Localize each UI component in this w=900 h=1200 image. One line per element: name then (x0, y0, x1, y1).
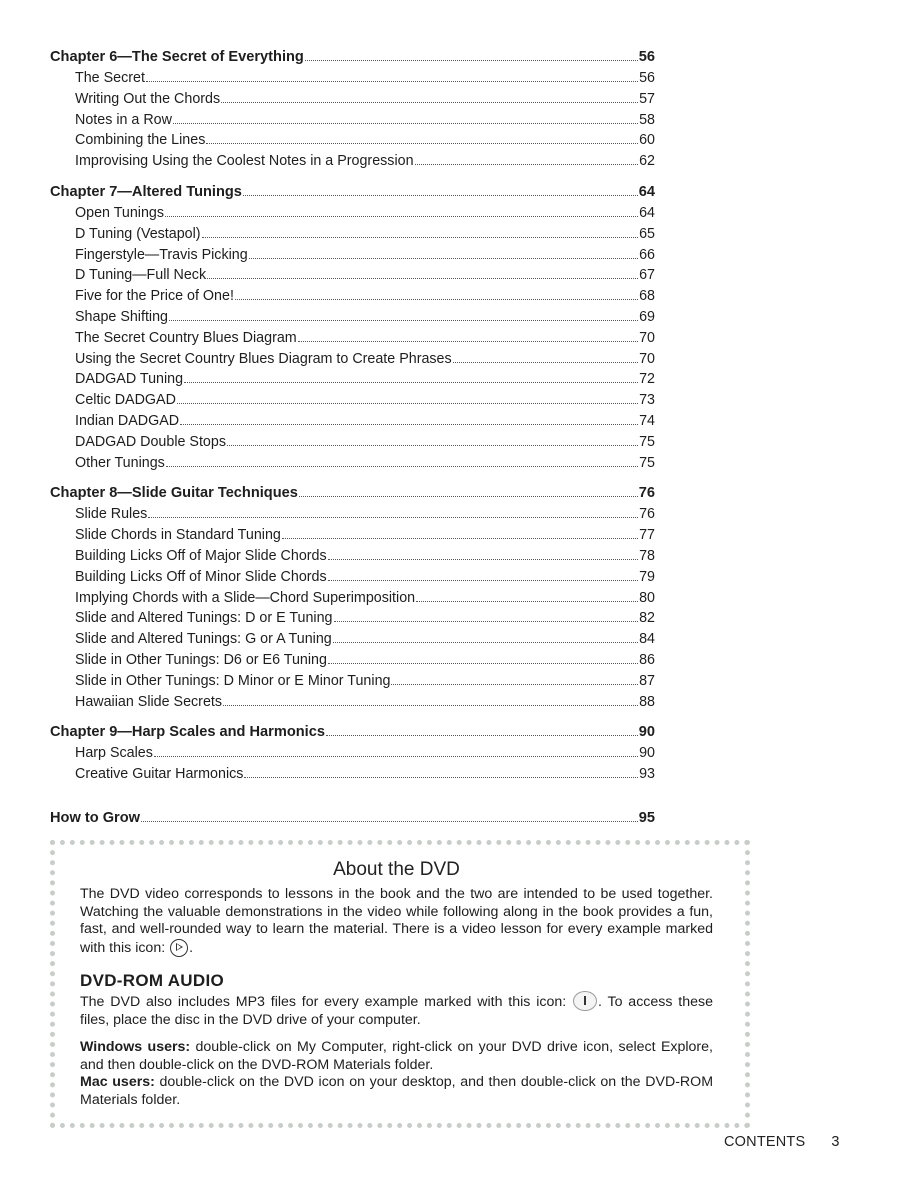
toc-section-page: 57 (639, 90, 655, 107)
about-dvd-box (50, 840, 750, 1128)
toc-section-title: Other Tunings (75, 454, 165, 471)
toc-section-entry (50, 369, 655, 390)
dvd-audio-paragraph (80, 991, 713, 1029)
toc-section-entry (50, 245, 655, 266)
toc-section-page: 80 (639, 589, 655, 606)
toc-section-page: 86 (639, 651, 655, 668)
toc-section-entry (50, 432, 655, 453)
mac-users-paragraph (80, 1074, 713, 1109)
toc-chapter-page: 90 (638, 724, 655, 741)
toc-dot-leader (165, 215, 638, 217)
toc-section-page: 62 (639, 153, 655, 170)
toc-chapter-block (50, 181, 655, 473)
toc-section-title: Using the Secret Country Blues Diagram to Create Phrases (75, 350, 452, 367)
toc-dot-leader (326, 734, 638, 736)
toc-dot-leader (249, 257, 638, 259)
toc-chapter-title: How to Grow (50, 809, 140, 826)
toc-chapter-page: 56 (638, 49, 655, 65)
dvd-intro-paragraph (80, 886, 713, 957)
toc-dot-leader (180, 423, 638, 425)
toc-section-title: Slide and Altered Tunings: G or A Tuning (75, 631, 332, 648)
toc-section-title: Building Licks Off of Minor Slide Chords (75, 568, 327, 585)
toc-dot-leader (223, 704, 638, 706)
toc-dot-leader (299, 495, 638, 497)
toc-section-page: 56 (639, 70, 655, 86)
toc-section-page: 75 (639, 454, 655, 471)
toc-chapter-page: 95 (638, 809, 655, 826)
toc-section-page: 88 (639, 693, 655, 710)
windows-users-paragraph (80, 1039, 713, 1074)
toc-section-title: D Tuning (Vestapol) (75, 225, 201, 242)
about-dvd-content (80, 858, 713, 1109)
toc-section-page: 74 (639, 412, 655, 429)
toc-dot-leader (221, 101, 638, 103)
table-of-contents (50, 46, 655, 838)
toc-chapter-title: Chapter 6—The Secret of Everything (50, 49, 304, 65)
toc-dot-leader (206, 142, 638, 144)
toc-dot-leader (173, 122, 638, 124)
toc-section-title: D Tuning—Full Neck (75, 267, 207, 284)
toc-dot-leader (416, 600, 638, 602)
toc-section-page: 75 (639, 433, 655, 450)
toc-dot-leader (166, 465, 638, 467)
toc-section-page: 84 (639, 631, 655, 648)
windows-users-label: Windows users: (80, 1039, 191, 1055)
dvd-intro-end: . (189, 939, 194, 956)
toc-section-title: The Secret (75, 70, 145, 86)
toc-section-title: Slide in Other Tunings: D6 or E6 Tuning (75, 651, 327, 668)
toc-dot-leader (305, 59, 638, 61)
toc-chapter-page: 76 (638, 485, 655, 502)
toc-section-entry (50, 265, 655, 286)
toc-section-entry (50, 349, 655, 370)
toc-section-page: 64 (639, 204, 655, 221)
toc-dot-leader (141, 820, 638, 822)
toc-section-entry (50, 629, 655, 650)
toc-section-title: Building Licks Off of Major Slide Chords (75, 547, 327, 564)
toc-chapter-entry (50, 181, 655, 203)
toc-section-page: 82 (639, 610, 655, 627)
toc-section-page: 93 (639, 766, 655, 783)
toc-section-page: 73 (639, 392, 655, 409)
toc-section-title: Slide Chords in Standard Tuning (75, 527, 281, 544)
toc-dot-leader (333, 641, 638, 643)
dvd-intro-text: The DVD video corresponds to lessons in the book and the two are intended to be used together. Watching the valuable demonstrations in the video while following along in the book provides a fun, fast, and well-rounded way to learn the material. There is a video lesson for every example marked with this icon: (80, 886, 713, 956)
toc-dot-leader (154, 755, 638, 757)
toc-dot-leader (244, 776, 638, 778)
toc-section-title: The Secret Country Blues Diagram (75, 329, 297, 346)
toc-section-page: 76 (639, 506, 655, 523)
toc-section-page: 68 (639, 288, 655, 305)
toc-section-title: Celtic DADGAD (75, 392, 176, 409)
toc-section-title: Indian DADGAD (75, 412, 180, 429)
toc-section-entry (50, 110, 655, 131)
toc-section-title: Shape Shifting (75, 308, 168, 325)
toc-chapter-entry (50, 807, 655, 829)
toc-chapter-title: Chapter 9—Harp Scales and Harmonics (50, 724, 325, 741)
toc-section-entry (50, 68, 655, 89)
page-number: 3 (831, 1134, 840, 1150)
toc-section-title: Hawaiian Slide Secrets (75, 693, 223, 710)
toc-section-title: Five for the Price of One! (75, 288, 234, 305)
toc-section-entry (50, 692, 655, 713)
toc-dot-leader (453, 361, 638, 363)
toc-dot-leader (243, 194, 638, 196)
toc-chapter-title: Chapter 7—Altered Tunings (50, 183, 242, 200)
toc-section-entry (50, 525, 655, 546)
audio-track-icon (573, 991, 597, 1011)
page-footer (724, 1134, 840, 1150)
toc-section-entry (50, 588, 655, 609)
toc-chapter-block (50, 721, 655, 785)
toc-section-entry (50, 546, 655, 567)
toc-section-page: 87 (639, 672, 655, 689)
toc-section-entry (50, 411, 655, 432)
dvd-audio-text: The DVD also includes MP3 files for every example marked with this icon: (80, 994, 567, 1010)
toc-section-entry (50, 307, 655, 328)
toc-chapter-entry (50, 46, 655, 68)
toc-dot-leader (177, 402, 638, 404)
toc-section-title: Slide in Other Tunings: D Minor or E Minor Tuning (75, 672, 391, 689)
toc-section-entry (50, 390, 655, 411)
toc-section-title: DADGAD Tuning (75, 371, 184, 388)
toc-dot-leader (202, 236, 638, 238)
toc-chapter-block (50, 807, 655, 829)
toc-dot-leader (391, 683, 638, 685)
toc-section-entry (50, 89, 655, 110)
toc-section-entry (50, 286, 655, 307)
toc-dot-leader (328, 579, 638, 581)
toc-dot-leader (328, 558, 638, 560)
toc-section-page: 58 (639, 111, 655, 128)
toc-section-page: 72 (639, 371, 655, 388)
toc-dot-leader (148, 516, 638, 518)
toc-chapter-entry (50, 482, 655, 504)
about-dvd-title: About the DVD (333, 859, 460, 880)
toc-section-title: Open Tunings (75, 204, 165, 221)
toc-section-page: 60 (639, 132, 655, 149)
video-play-icon (170, 939, 188, 957)
toc-section-title: Slide and Altered Tunings: D or E Tuning (75, 610, 333, 627)
toc-dot-leader (146, 80, 638, 82)
toc-chapter-page: 64 (638, 183, 655, 200)
toc-chapter-title: Chapter 8—Slide Guitar Techniques (50, 485, 298, 502)
toc-section-title: Fingerstyle—Travis Picking (75, 246, 248, 263)
toc-section-title: Notes in a Row (75, 111, 172, 128)
toc-chapter-entry (50, 721, 655, 743)
toc-dot-leader (184, 381, 638, 383)
toc-section-page: 67 (639, 267, 655, 284)
toc-section-page: 69 (639, 308, 655, 325)
toc-section-title: DADGAD Double Stops (75, 433, 226, 450)
toc-section-entry (50, 567, 655, 588)
toc-section-entry (50, 743, 655, 764)
toc-chapter-block (50, 482, 655, 712)
toc-dot-leader (207, 277, 638, 279)
toc-section-page: 78 (639, 547, 655, 564)
toc-section-entry (50, 608, 655, 629)
toc-section-entry (50, 504, 655, 525)
dvd-rom-audio-heading: DVD-ROM AUDIO (80, 971, 224, 990)
footer-section-label: CONTENTS (724, 1134, 806, 1150)
toc-section-title: Harp Scales (75, 745, 153, 762)
toc-section-page: 79 (639, 568, 655, 585)
toc-dot-leader (328, 662, 638, 664)
mac-users-label: Mac users: (80, 1074, 155, 1090)
toc-section-entry (50, 151, 655, 172)
toc-dot-leader (415, 163, 638, 165)
dvd-audio-text-end: . To access these files, place the disc in the DVD drive of your computer. (80, 994, 713, 1028)
toc-dot-leader (334, 620, 638, 622)
toc-section-title: Improvising Using the Coolest Notes in a Progression (75, 153, 414, 170)
toc-dot-leader (282, 537, 638, 539)
mac-users-text: double-click on the DVD icon on your desktop, and then double-click on the DVD-ROM Materials folder. (80, 1074, 714, 1108)
toc-section-page: 70 (639, 350, 655, 367)
windows-users-text: double-click on My Computer, right-click on your DVD drive icon, select Explore, and then double-click on the DVD-ROM Materials folder. (80, 1039, 713, 1073)
toc-section-title: Implying Chords with a Slide—Chord Superimposition (75, 589, 416, 606)
toc-section-title: Writing Out the Chords (75, 90, 221, 107)
toc-section-entry (50, 328, 655, 349)
toc-dot-leader (227, 444, 638, 446)
toc-section-title: Creative Guitar Harmonics (75, 766, 244, 783)
toc-section-entry (50, 224, 655, 245)
toc-section-entry (50, 650, 655, 671)
toc-dot-leader (298, 340, 638, 342)
toc-section-entry (50, 130, 655, 151)
toc-section-title: Slide Rules (75, 506, 148, 523)
toc-section-page: 90 (639, 745, 655, 762)
toc-section-entry (50, 453, 655, 474)
toc-section-page: 65 (639, 225, 655, 242)
toc-chapter-block (50, 46, 655, 172)
toc-section-page: 70 (639, 329, 655, 346)
toc-section-entry (50, 203, 655, 224)
toc-dot-leader (235, 298, 638, 300)
toc-section-page: 66 (639, 246, 655, 263)
toc-section-page: 77 (639, 527, 655, 544)
toc-section-entry (50, 671, 655, 692)
toc-dot-leader (169, 319, 638, 321)
toc-section-title: Combining the Lines (75, 132, 206, 149)
toc-section-entry (50, 764, 655, 785)
